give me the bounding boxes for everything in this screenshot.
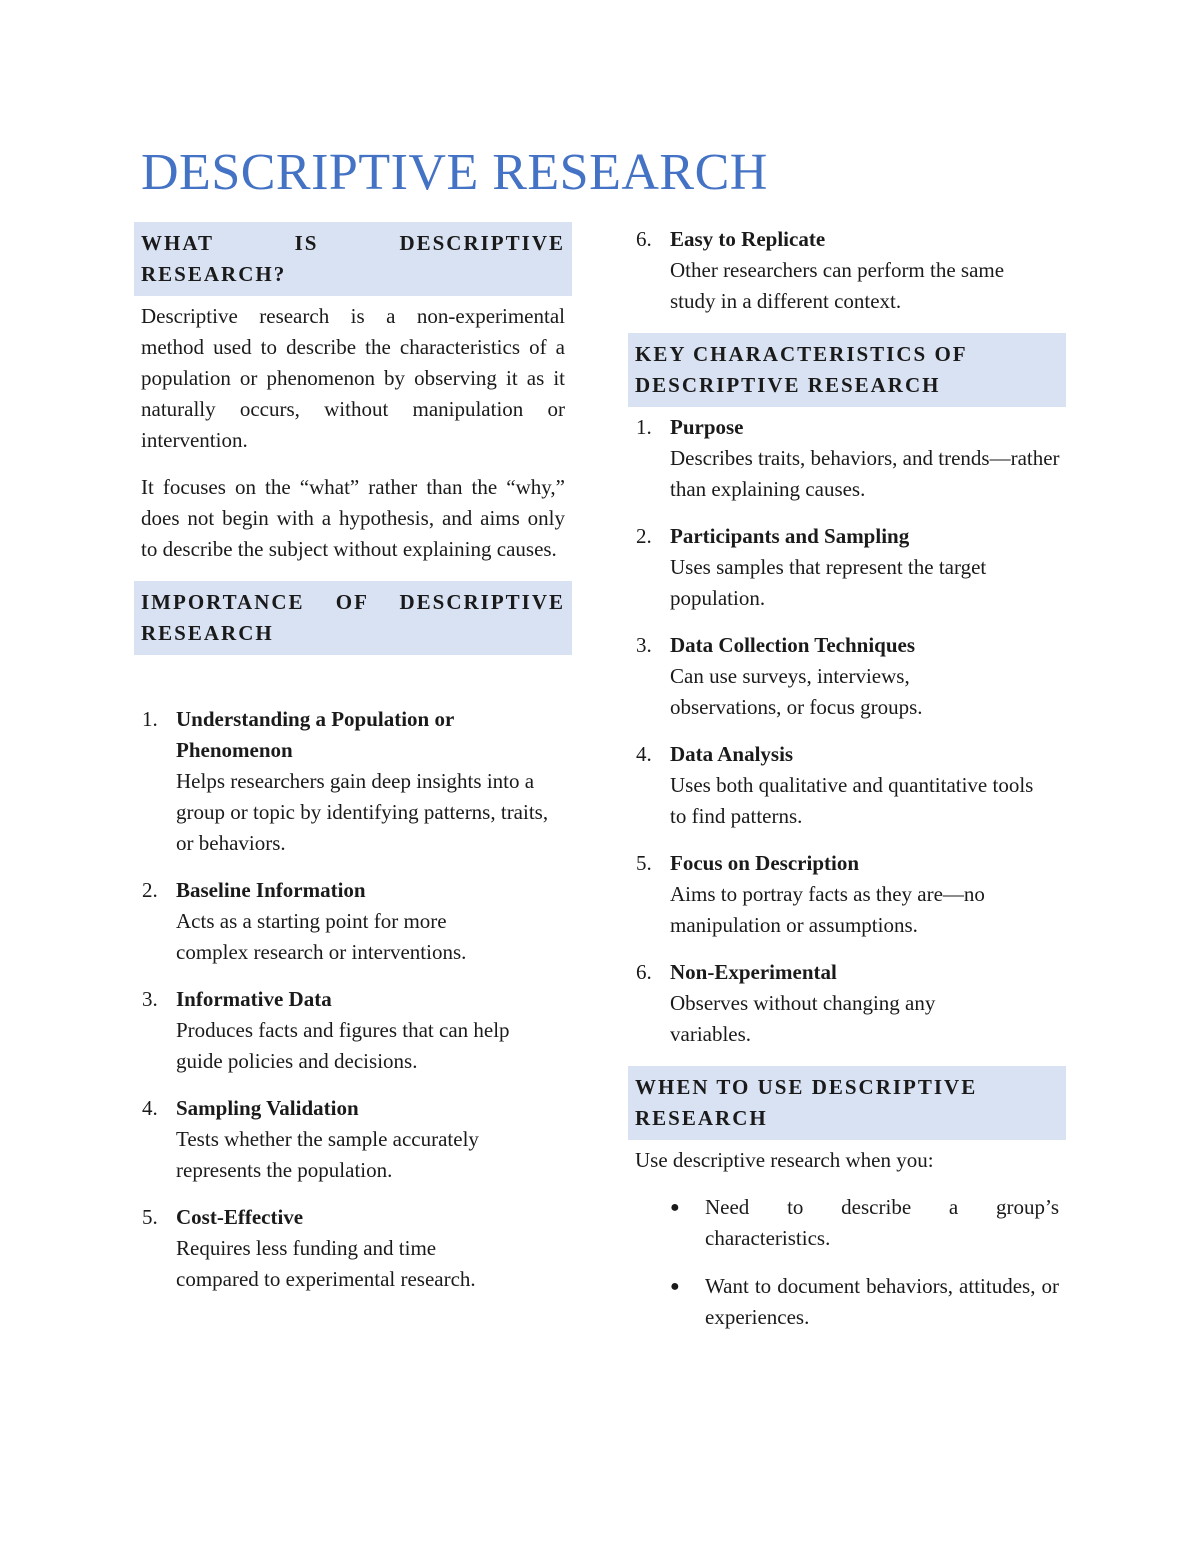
item-number: 4. — [636, 742, 652, 766]
item-number: 2. — [142, 878, 158, 902]
item-number: 4. — [142, 1096, 158, 1120]
item-description: Tests whether the sample accurately represents the population. — [176, 1127, 479, 1182]
item-title: Easy to Replicate — [670, 227, 826, 251]
importance-item — [628, 224, 1066, 317]
item-title: Sampling Validation — [176, 1096, 359, 1120]
when-bullet-list — [628, 1192, 1066, 1333]
characteristics-item — [628, 957, 1066, 1050]
item-description: Observes without changing any variables. — [670, 991, 936, 1046]
bullet-text: Need to describe a group’s characteristics. — [705, 1195, 1059, 1250]
when-intro: Use descriptive research when you: — [635, 1148, 934, 1172]
item-description: Uses both qualitative and quantitative tools to find patterns. — [670, 773, 1034, 828]
importance-list-continued — [628, 224, 1066, 317]
importance-item — [134, 704, 572, 859]
bullet-icon: ● — [670, 1199, 680, 1216]
left-column — [134, 222, 572, 1311]
item-description: Describes traits, behaviors, and trends—rather than explaining causes. — [670, 446, 1060, 501]
item-description: Aims to portray facts as they are—no manipulation or assumptions. — [670, 882, 985, 937]
item-description: Produces facts and figures that can help guide policies and decisions. — [176, 1018, 510, 1073]
when-heading: WHEN TO USE DESCRIPTIVE RESEARCH — [628, 1066, 1066, 1140]
item-title: Focus on Description — [670, 851, 859, 875]
item-number: 3. — [142, 987, 158, 1011]
characteristics-list — [628, 412, 1066, 1050]
item-number: 2. — [636, 524, 652, 548]
bullet-icon: ● — [670, 1278, 680, 1295]
item-description: Uses samples that represent the target population. — [670, 555, 987, 610]
item-title: Purpose — [670, 415, 744, 439]
item-title: Data Collection Techniques — [670, 633, 916, 657]
item-number: 1. — [636, 415, 652, 439]
item-description: Other researchers can perform the same study in a different context. — [670, 258, 1005, 313]
item-number: 1. — [142, 707, 158, 731]
item-title: Informative Data — [176, 987, 332, 1011]
what-paragraph-2: It focuses on the “what” rather than the “why,” does not begin with a hypothesis, and aims only to describe the subject without explaining causes. — [141, 475, 565, 561]
importance-item — [134, 1093, 572, 1186]
importance-heading: IMPORTANCE OF DESCRIPTIVE RESEARCH — [134, 581, 572, 655]
right-column — [628, 222, 1066, 1350]
importance-item — [134, 984, 572, 1077]
importance-list — [134, 704, 572, 1295]
item-title: Cost-Effective — [176, 1205, 304, 1229]
characteristics-heading: KEY CHARACTERISTICS OF DESCRIPTIVE RESEARCH — [628, 333, 1066, 407]
item-title: Understanding a Population or Phenomenon — [176, 707, 454, 762]
item-title: Data Analysis — [670, 742, 794, 766]
item-title: Baseline Information — [176, 878, 366, 902]
item-number: 5. — [142, 1205, 158, 1229]
characteristics-item — [628, 630, 1066, 723]
importance-item — [134, 875, 572, 968]
when-bullet-item — [628, 1192, 1066, 1254]
item-description: Requires less funding and time compared to experimental research. — [176, 1236, 476, 1291]
item-number: 3. — [636, 633, 652, 657]
item-number: 6. — [636, 960, 652, 984]
characteristics-item — [628, 412, 1066, 505]
item-title: Non-Experimental — [670, 960, 837, 984]
what-heading: WHAT IS DESCRIPTIVE RESEARCH? — [134, 222, 572, 296]
item-title: Participants and Sampling — [670, 524, 910, 548]
item-description: Helps researchers gain deep insights into a group or topic by identifying patterns, traits, or behaviors. — [176, 769, 549, 855]
what-paragraph-1: Descriptive research is a non-experimental method used to describe the characteristics of a population or phenomenon by observing it as it naturally occurs, without manipulation or intervention. — [141, 304, 565, 452]
item-description: Can use surveys, interviews, observations, or focus groups. — [670, 664, 923, 719]
bullet-text: Want to document behaviors, attitudes, or experiences. — [705, 1274, 1059, 1329]
characteristics-item — [628, 739, 1066, 832]
item-description: Acts as a starting point for more complex research or interventions. — [176, 909, 467, 964]
when-bullet-item — [628, 1271, 1066, 1333]
document-title: DESCRIPTIVE RESEARCH — [141, 144, 768, 201]
importance-item — [134, 1202, 572, 1295]
item-number: 6. — [636, 227, 652, 251]
item-number: 5. — [636, 851, 652, 875]
characteristics-item — [628, 521, 1066, 614]
characteristics-item — [628, 848, 1066, 941]
